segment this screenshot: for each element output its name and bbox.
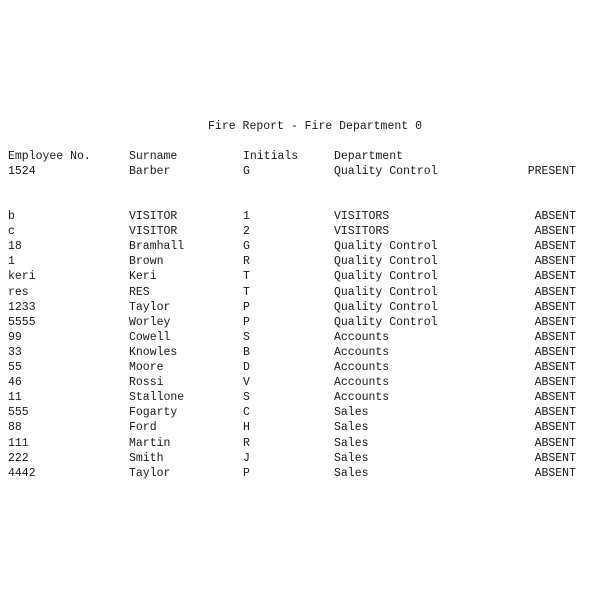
status-cell: ABSENT [534, 240, 576, 254]
department-cell: Quality Control [334, 165, 438, 178]
department-cell: VISITORS [334, 210, 390, 223]
initials-cell: R [243, 255, 250, 269]
employee-no-cell: 1524 [8, 165, 36, 178]
header-employee-no: Employee No. [8, 150, 91, 163]
surname-cell: Keri [129, 270, 157, 284]
table-row [0, 466, 600, 481]
employee-no-cell: 1 [8, 255, 15, 269]
surname-cell: Taylor [129, 300, 171, 314]
employee-no-cell: 33 [8, 345, 22, 359]
surname-cell: Brown [129, 255, 164, 269]
department-cell: Sales [334, 436, 369, 450]
department-cell: Accounts [334, 376, 390, 390]
surname-cell: Rossi [129, 376, 164, 390]
initials-cell: S [243, 330, 250, 344]
initials-cell: S [243, 391, 250, 405]
status-cell: ABSENT [534, 376, 576, 390]
employee-no-cell: 4442 [8, 466, 36, 480]
employee-no-cell: 11 [8, 391, 22, 405]
status-cell: ABSENT [534, 361, 576, 374]
table-row [0, 269, 600, 284]
surname-cell: Cowell [129, 330, 171, 344]
initials-cell: R [243, 436, 250, 450]
status-cell: ABSENT [534, 270, 576, 284]
employee-no-cell: keri [8, 270, 36, 284]
table-row [0, 345, 600, 360]
status-cell: ABSENT [534, 436, 576, 450]
employee-no-cell: 555 [8, 406, 29, 420]
status-cell: ABSENT [534, 345, 576, 359]
department-cell: Quality Control [334, 315, 438, 329]
surname-cell: VISITOR [129, 225, 178, 239]
table-row [0, 285, 600, 300]
status-cell: ABSENT [534, 451, 576, 465]
status-cell: ABSENT [534, 466, 576, 480]
department-cell: Sales [334, 406, 369, 420]
surname-cell: Barber [129, 165, 171, 178]
surname-cell: Moore [129, 361, 164, 374]
table-row [0, 300, 600, 315]
initials-cell: T [243, 270, 250, 284]
table-header-row [0, 149, 600, 164]
table-row [0, 254, 600, 269]
surname-cell: Stallone [129, 391, 185, 405]
initials-cell: G [243, 165, 250, 178]
initials-cell: T [243, 285, 250, 299]
employee-no-cell: b [8, 210, 15, 223]
table-row [0, 315, 600, 330]
initials-cell: C [243, 406, 250, 420]
department-cell: VISITORS [334, 225, 390, 239]
surname-cell: Ford [129, 421, 157, 435]
status-cell: ABSENT [534, 406, 576, 420]
employee-no-cell: 5555 [8, 315, 36, 329]
employee-no-cell: 55 [8, 361, 22, 374]
initials-cell: V [243, 376, 250, 390]
surname-cell: Knowles [129, 345, 178, 359]
header-department: Department [334, 150, 404, 163]
table-row [0, 360, 600, 375]
employee-no-cell: 18 [8, 240, 22, 254]
surname-cell: VISITOR [129, 210, 178, 223]
table-row [0, 375, 600, 390]
employee-no-cell: c [8, 225, 15, 239]
status-cell: ABSENT [534, 210, 576, 223]
status-cell: ABSENT [534, 330, 576, 344]
table-row [0, 405, 600, 420]
department-cell: Accounts [334, 361, 390, 374]
surname-cell: Taylor [129, 466, 171, 480]
initials-cell: G [243, 240, 250, 254]
status-cell: ABSENT [534, 421, 576, 435]
table-row [0, 330, 600, 345]
table-row [0, 164, 600, 179]
table-row [0, 420, 600, 435]
surname-cell: Worley [129, 315, 171, 329]
header-initials: Initials [243, 150, 299, 163]
status-cell: ABSENT [534, 300, 576, 314]
surname-cell: Martin [129, 436, 171, 450]
initials-cell: 2 [243, 225, 250, 239]
department-cell: Sales [334, 421, 369, 435]
department-cell: Sales [334, 466, 369, 480]
department-cell: Accounts [334, 391, 390, 405]
status-cell: PRESENT [527, 165, 576, 178]
table-row [0, 239, 600, 254]
employee-no-cell: 88 [8, 421, 22, 435]
initials-cell: D [243, 361, 250, 374]
department-cell: Accounts [334, 330, 390, 344]
table-row [0, 224, 600, 239]
initials-cell: P [243, 315, 250, 329]
employee-no-cell: 111 [8, 436, 29, 450]
surname-cell: Fogarty [129, 406, 178, 420]
initials-cell: 1 [243, 210, 250, 223]
employee-no-cell: 1233 [8, 300, 36, 314]
initials-cell: P [243, 466, 250, 480]
table-row [0, 436, 600, 451]
department-cell: Quality Control [334, 285, 438, 299]
surname-cell: Smith [129, 451, 164, 465]
department-cell: Quality Control [334, 255, 438, 269]
employee-no-cell: 222 [8, 451, 29, 465]
surname-cell: RES [129, 285, 150, 299]
employee-no-cell: 99 [8, 330, 22, 344]
status-cell: ABSENT [534, 255, 576, 269]
employee-no-cell: 46 [8, 376, 22, 390]
department-cell: Sales [334, 451, 369, 465]
table-row [0, 390, 600, 405]
department-cell: Quality Control [334, 270, 438, 284]
status-cell: ABSENT [534, 391, 576, 405]
initials-cell: J [243, 451, 250, 465]
table-row [0, 451, 600, 466]
status-cell: ABSENT [534, 285, 576, 299]
department-cell: Quality Control [334, 300, 438, 314]
header-surname: Surname [129, 150, 178, 163]
department-cell: Accounts [334, 345, 390, 359]
table-row [0, 209, 600, 224]
employee-no-cell: res [8, 285, 29, 299]
initials-cell: B [243, 345, 250, 359]
department-cell: Quality Control [334, 240, 438, 254]
report-title: Fire Report - Fire Department 0 [208, 120, 422, 133]
status-cell: ABSENT [534, 315, 576, 329]
surname-cell: Bramhall [129, 240, 185, 254]
status-cell: ABSENT [534, 225, 576, 239]
initials-cell: P [243, 300, 250, 314]
initials-cell: H [243, 421, 250, 435]
